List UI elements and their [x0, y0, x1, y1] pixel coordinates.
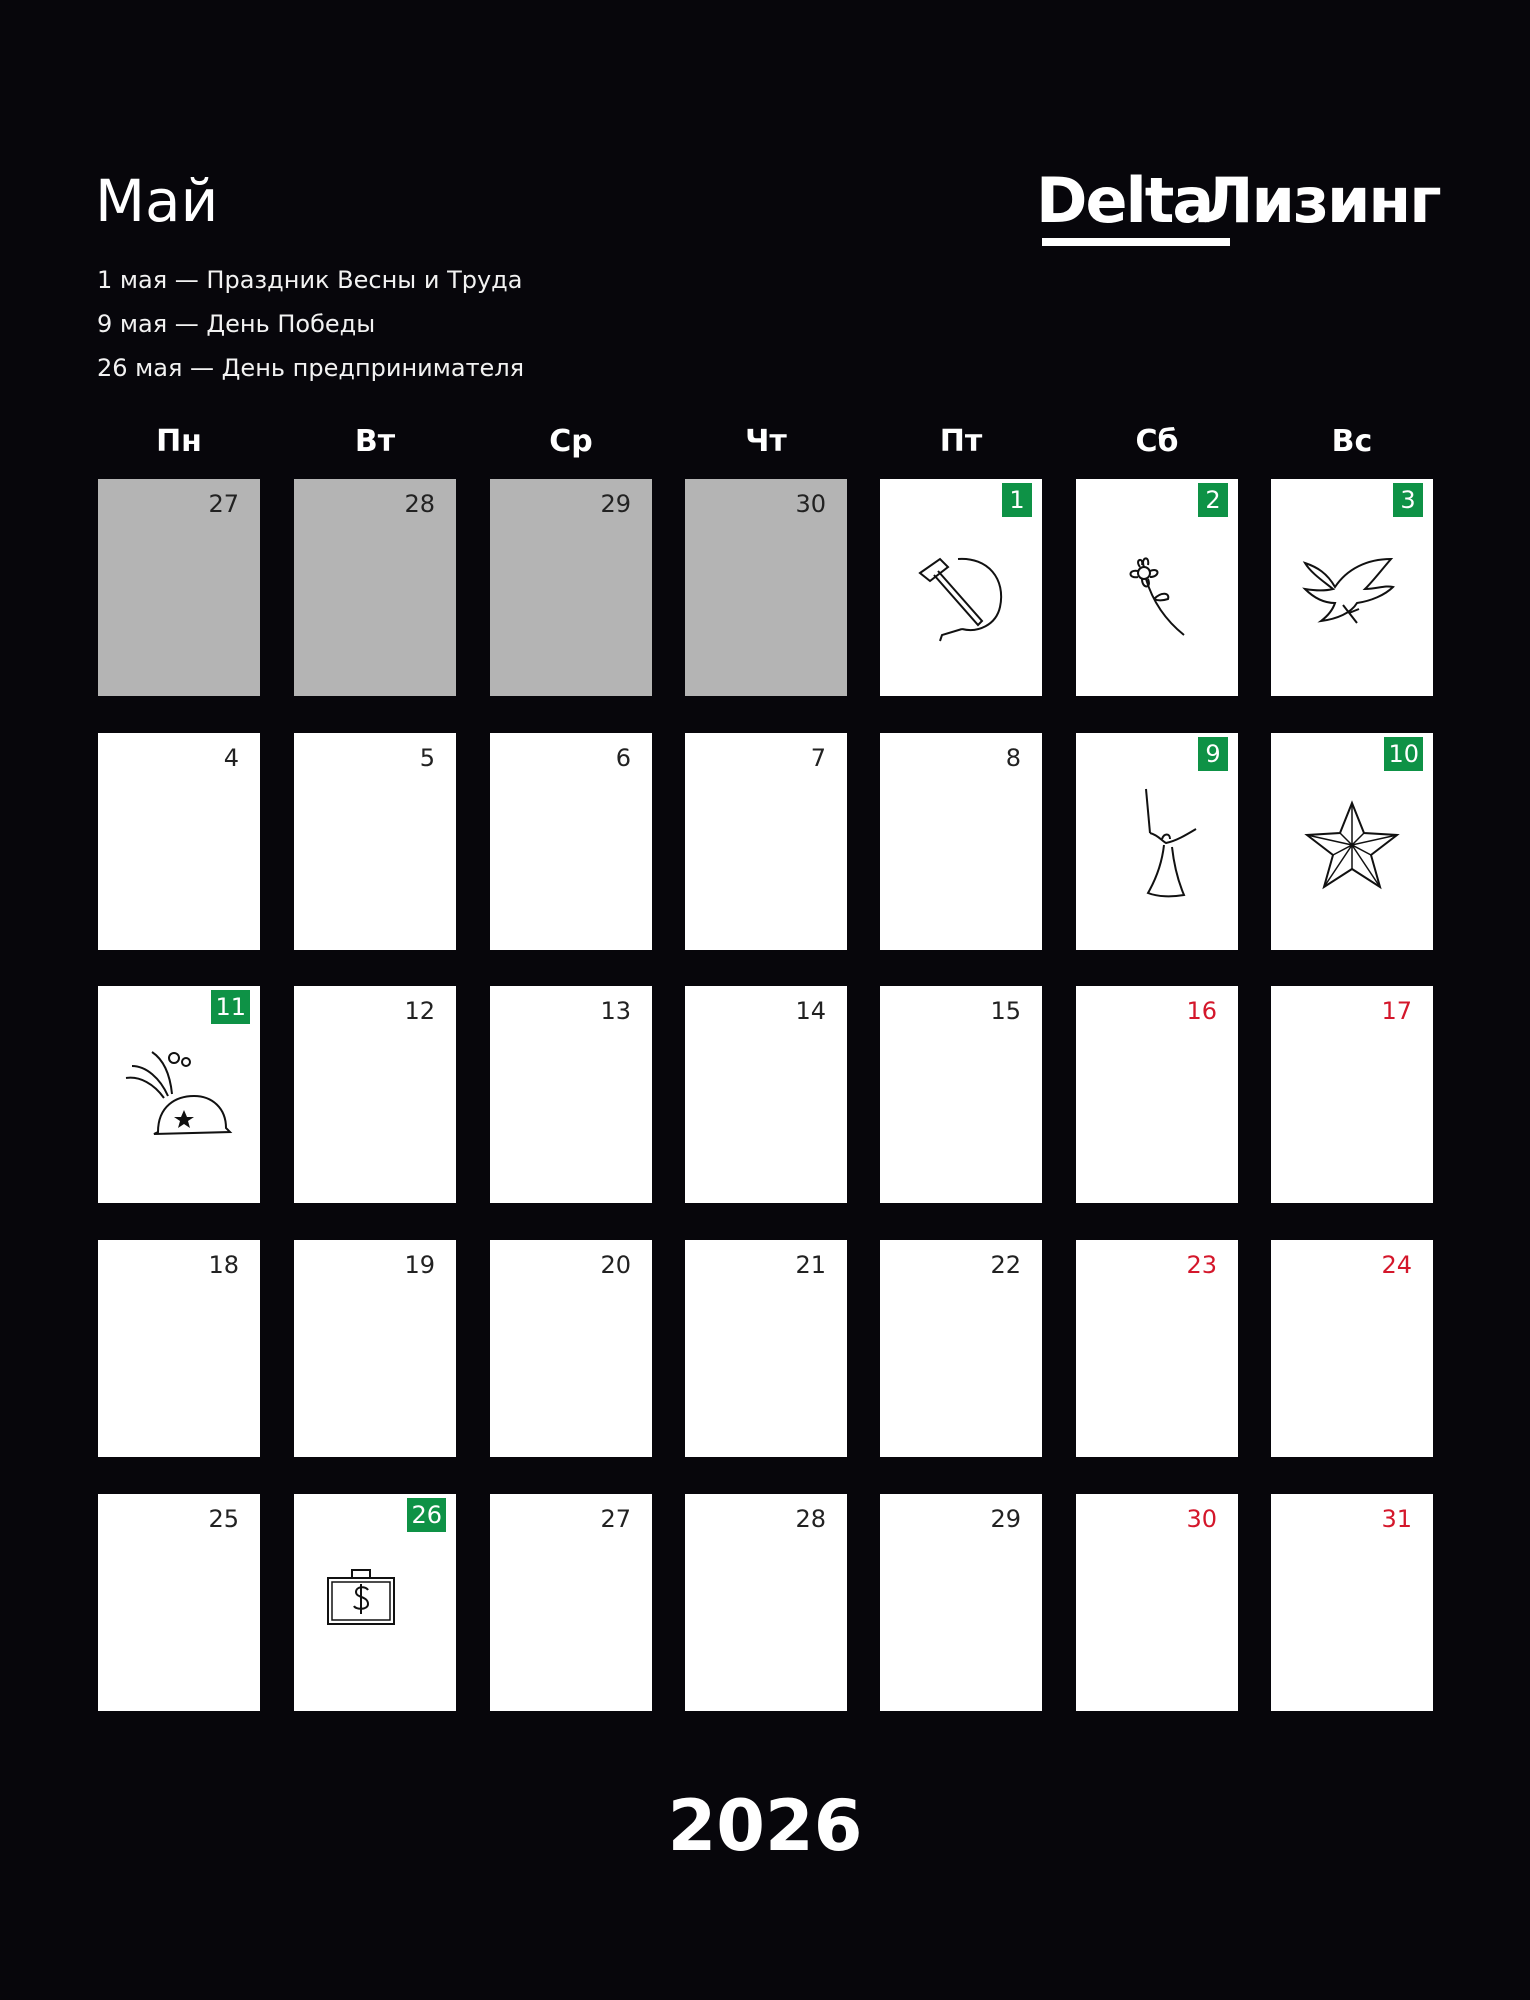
holiday-day-badge: 11 — [211, 990, 250, 1024]
day-cell — [880, 1240, 1042, 1457]
day-number: 29 — [600, 490, 631, 518]
money-case-icon — [310, 1544, 440, 1664]
day-cell — [490, 1494, 652, 1711]
day-cell — [880, 986, 1042, 1203]
day-cell — [1271, 1240, 1433, 1457]
dove-icon — [1287, 529, 1417, 649]
day-number: 5 — [419, 744, 435, 772]
motherland-statue-icon — [1092, 783, 1222, 903]
weekday-mon: Пн — [156, 424, 202, 459]
holiday-day-cell — [98, 986, 260, 1203]
holiday-day-badge: 2 — [1198, 483, 1228, 517]
day-number: 7 — [810, 744, 826, 772]
day-cell — [490, 986, 652, 1203]
holiday-day-cell — [1271, 733, 1433, 950]
day-number: 30 — [795, 490, 826, 518]
holiday-item: 26 мая — День предпринимателя — [97, 354, 525, 382]
logo-leasing-text: Лизинг — [1202, 164, 1440, 237]
day-cell — [98, 1494, 260, 1711]
holiday-day-badge: 9 — [1198, 737, 1228, 771]
day-number: 6 — [615, 744, 631, 772]
day-number: 27 — [600, 1505, 631, 1533]
day-number: 18 — [208, 1251, 239, 1279]
day-number: 14 — [795, 997, 826, 1025]
day-number: 4 — [223, 744, 239, 772]
other-month-day-cell — [98, 479, 260, 696]
day-cell — [490, 1240, 652, 1457]
star-icon — [1287, 783, 1417, 903]
holiday-day-cell — [880, 479, 1042, 696]
day-number: 28 — [404, 490, 435, 518]
day-cell — [294, 986, 456, 1203]
logo-underline — [1042, 238, 1230, 246]
weekday-wed: Ср — [549, 424, 593, 459]
day-cell — [685, 986, 847, 1203]
holiday-day-badge: 1 — [1002, 483, 1032, 517]
day-cell — [1076, 1240, 1238, 1457]
holiday-item: 1 мая — Праздник Весны и Труда — [97, 266, 523, 294]
holiday-day-cell — [1076, 733, 1238, 950]
holiday-day-cell — [294, 1494, 456, 1711]
day-number: 15 — [990, 997, 1021, 1025]
day-cell — [685, 1240, 847, 1457]
day-cell — [685, 733, 847, 950]
hammer-sickle-icon — [896, 529, 1026, 649]
holiday-day-cell — [1271, 479, 1433, 696]
other-month-day-cell — [685, 479, 847, 696]
day-number: 30 — [1186, 1505, 1217, 1533]
day-number: 8 — [1005, 744, 1021, 772]
day-number: 13 — [600, 997, 631, 1025]
day-number: 22 — [990, 1251, 1021, 1279]
delta-leasing-logo — [1036, 164, 1440, 248]
holiday-day-cell — [1076, 479, 1238, 696]
day-cell — [98, 1240, 260, 1457]
day-number: 23 — [1186, 1251, 1217, 1279]
other-month-day-cell — [294, 479, 456, 696]
weekday-sun: Вс — [1331, 424, 1373, 459]
weekday-sat: Сб — [1135, 424, 1179, 459]
holiday-day-badge: 3 — [1393, 483, 1423, 517]
day-cell — [1271, 986, 1433, 1203]
day-number: 21 — [795, 1251, 826, 1279]
day-number: 28 — [795, 1505, 826, 1533]
day-cell — [685, 1494, 847, 1711]
weekday-fri: Пт — [939, 424, 983, 459]
day-number: 24 — [1381, 1251, 1412, 1279]
weekday-tue: Вт — [354, 424, 396, 459]
other-month-day-cell — [490, 479, 652, 696]
day-number: 16 — [1186, 997, 1217, 1025]
flower-icon — [1092, 529, 1222, 649]
logo-delta-text: Delta — [1036, 164, 1213, 237]
day-number: 27 — [208, 490, 239, 518]
holiday-day-badge: 10 — [1384, 737, 1423, 771]
weekday-thu: Чт — [745, 424, 787, 459]
helmet-flowers-icon — [114, 1036, 244, 1156]
month-title: Май — [95, 167, 219, 235]
holiday-day-badge: 26 — [407, 1498, 446, 1532]
day-cell — [880, 1494, 1042, 1711]
day-cell — [880, 733, 1042, 950]
day-number: 29 — [990, 1505, 1021, 1533]
day-number: 20 — [600, 1251, 631, 1279]
holiday-list — [97, 258, 524, 390]
day-cell — [1076, 1494, 1238, 1711]
day-cell — [1271, 1494, 1433, 1711]
day-number: 17 — [1381, 997, 1412, 1025]
day-number: 25 — [208, 1505, 239, 1533]
day-cell — [1076, 986, 1238, 1203]
day-cell — [294, 1240, 456, 1457]
holiday-item: 9 мая — День Победы — [97, 310, 376, 338]
day-number: 31 — [1381, 1505, 1412, 1533]
day-number: 12 — [404, 997, 435, 1025]
year-label: 2026 — [667, 1785, 863, 1867]
day-cell — [98, 733, 260, 950]
day-cell — [490, 733, 652, 950]
day-cell — [294, 733, 456, 950]
day-number: 19 — [404, 1251, 435, 1279]
